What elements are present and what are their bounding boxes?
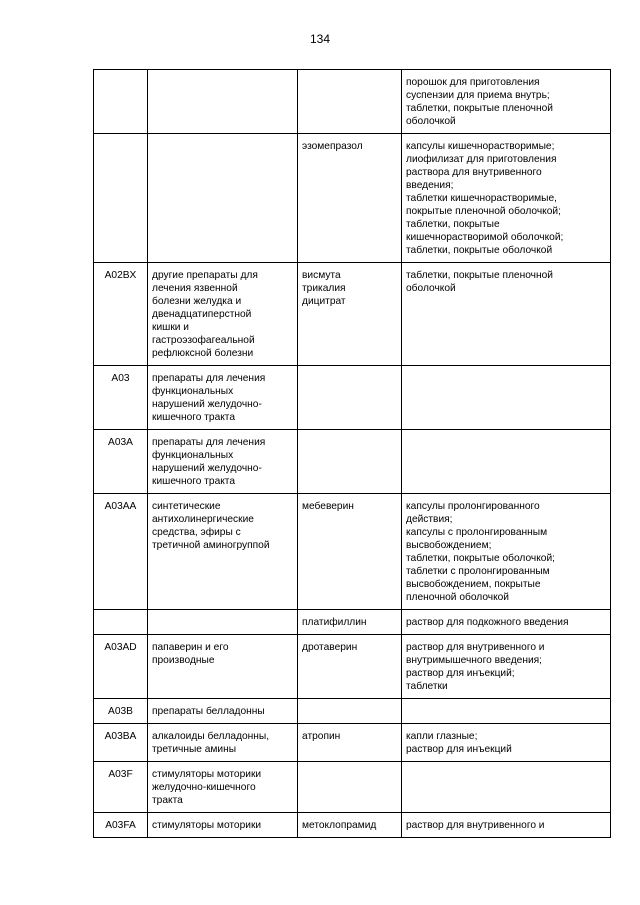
drug-name-cell <box>298 366 402 430</box>
atc-group-cell <box>148 610 298 635</box>
drug-name-cell <box>298 699 402 724</box>
atc-code-cell <box>94 70 148 134</box>
table-row <box>94 263 611 366</box>
dosage-forms-line: введения; <box>406 180 454 191</box>
dosage-forms-line: оболочкой <box>406 116 456 127</box>
atc-group-cell <box>148 762 298 813</box>
dosage-forms-cell <box>402 813 611 838</box>
dosage-forms-line: суспензии для приема внутрь; <box>406 90 550 101</box>
atc-group-line: гастроэзофагеальной <box>152 335 255 346</box>
atc-group-line: третичной аминогруппой <box>152 540 270 551</box>
table-row <box>94 699 611 724</box>
drug-name-line: атропин <box>302 731 341 742</box>
dosage-forms-line: раствор для подкожного введения <box>406 617 569 628</box>
atc-group-line: кишки и <box>152 322 189 333</box>
dosage-forms-line: порошок для приготовления <box>406 77 540 88</box>
atc-group-cell <box>148 813 298 838</box>
dosage-forms-line: капли глазные; <box>406 731 478 742</box>
dosage-forms-cell <box>402 263 611 366</box>
atc-group-line: препараты для лечения <box>152 437 266 448</box>
drug-name-cell <box>298 134 402 263</box>
dosage-forms-line: кишечнорастворимой оболочкой; <box>406 232 564 243</box>
atc-group-line: папаверин и его <box>152 642 229 653</box>
dosage-forms-line: таблетки <box>406 681 448 692</box>
drug-name-line: висмута <box>302 270 341 281</box>
table-row <box>94 635 611 699</box>
atc-group-line: препараты белладонны <box>152 706 265 717</box>
dosage-forms-line: капсулы с пролонгированным <box>406 527 548 538</box>
drug-table <box>93 69 611 838</box>
atc-code-cell: A03A <box>94 430 148 494</box>
atc-group-line: нарушений желудочно- <box>152 399 262 410</box>
dosage-forms-cell <box>402 134 611 263</box>
drug-name-line: дицитрат <box>302 296 346 307</box>
drug-name-line: метоклопрамид <box>302 820 377 831</box>
atc-group-line: алкалоиды белладонны, <box>152 731 270 742</box>
dosage-forms-line: таблетки кишечнорастворимые, <box>406 193 557 204</box>
dosage-forms-cell <box>402 494 611 610</box>
dosage-forms-cell <box>402 366 611 430</box>
atc-group-line: антихолинергические <box>152 514 254 525</box>
dosage-forms-line: раствор для внутривенного и <box>406 820 545 831</box>
atc-group-line: функциональных <box>152 386 234 397</box>
atc-group-line: препараты для лечения <box>152 373 266 384</box>
drug-name-cell <box>298 813 402 838</box>
table-row <box>94 762 611 813</box>
atc-group-line: кишечного тракта <box>152 476 236 487</box>
dosage-forms-line: лиофилизат для приготовления <box>406 154 557 165</box>
drug-name-line: платифиллин <box>302 617 367 628</box>
dosage-forms-line: оболочкой <box>406 283 456 294</box>
dosage-forms-line: капсулы кишечнорастворимые; <box>406 141 555 152</box>
drug-name-line: мебеверин <box>302 501 354 512</box>
atc-group-cell <box>148 635 298 699</box>
drug-name-line: трикалия <box>302 283 346 294</box>
dosage-forms-line: таблетки, покрытые пленочной <box>406 270 553 281</box>
atc-code-cell: A03B <box>94 699 148 724</box>
table-row <box>94 430 611 494</box>
dosage-forms-line: покрытые пленочной оболочкой; <box>406 206 561 217</box>
atc-group-cell <box>148 699 298 724</box>
dosage-forms-cell <box>402 610 611 635</box>
dosage-forms-line: внутримышечного введения; <box>406 655 542 666</box>
atc-group-line: болезни желудка и <box>152 296 242 307</box>
table-row <box>94 610 611 635</box>
atc-code-cell: A03BA <box>94 724 148 762</box>
dosage-forms-line: действия; <box>406 514 453 525</box>
dosage-forms-line: таблетки, покрытые <box>406 219 500 230</box>
drug-name-cell <box>298 724 402 762</box>
table-row <box>94 366 611 430</box>
table-body <box>94 70 611 838</box>
dosage-forms-line: высвобождением; <box>406 540 492 551</box>
atc-code-cell <box>94 610 148 635</box>
page-number: 134 <box>309 32 331 46</box>
atc-group-line: производные <box>152 655 215 666</box>
drug-name-cell <box>298 494 402 610</box>
atc-code-cell: A03FA <box>94 813 148 838</box>
dosage-forms-cell <box>402 70 611 134</box>
dosage-forms-line: раствора для внутривенного <box>406 167 542 178</box>
table-row <box>94 134 611 263</box>
dosage-forms-line: высвобождением, покрытые <box>406 579 541 590</box>
atc-group-line: другие препараты для <box>152 270 258 281</box>
atc-group-cell <box>148 724 298 762</box>
atc-group-line: тракта <box>152 795 183 806</box>
atc-group-line: желудочно-кишечного <box>152 782 256 793</box>
dosage-forms-line: таблетки, покрытые оболочкой; <box>406 553 555 564</box>
atc-group-line: двенадцатиперстной <box>152 309 252 320</box>
atc-group-cell <box>148 494 298 610</box>
dosage-forms-cell <box>402 699 611 724</box>
drug-name-cell <box>298 430 402 494</box>
table-row <box>94 724 611 762</box>
dosage-forms-line: раствор для инъекций <box>406 744 512 755</box>
atc-code-cell: A03F <box>94 762 148 813</box>
atc-code-cell: A03AA <box>94 494 148 610</box>
atc-group-cell <box>148 134 298 263</box>
atc-group-line: рефлюксной болезни <box>152 348 254 359</box>
atc-group-line: средства, эфиры с <box>152 527 241 538</box>
atc-code-cell: A03AD <box>94 635 148 699</box>
table-row <box>94 494 611 610</box>
atc-group-line: кишечного тракта <box>152 412 236 423</box>
dosage-forms-line: таблетки с пролонгированным <box>406 566 550 577</box>
atc-group-cell <box>148 263 298 366</box>
dosage-forms-line: пленочной оболочкой <box>406 592 509 603</box>
dosage-forms-line: раствор для инъекций; <box>406 668 515 679</box>
atc-group-line: стимуляторы моторики <box>152 820 262 831</box>
table-row <box>94 813 611 838</box>
atc-group-cell <box>148 430 298 494</box>
drug-name-line: дротаверин <box>302 642 358 653</box>
atc-group-line: стимуляторы моторики <box>152 769 262 780</box>
atc-code-cell: A03 <box>94 366 148 430</box>
atc-group-cell <box>148 70 298 134</box>
dosage-forms-cell <box>402 762 611 813</box>
atc-group-line: синтетические <box>152 501 221 512</box>
drug-name-line: эзомепразол <box>302 141 363 152</box>
drug-name-cell <box>298 635 402 699</box>
dosage-forms-line: таблетки, покрытые пленочной <box>406 103 553 114</box>
drug-name-cell <box>298 610 402 635</box>
drug-name-cell <box>298 263 402 366</box>
atc-group-line: функциональных <box>152 450 234 461</box>
table-row <box>94 70 611 134</box>
atc-group-line: нарушений желудочно- <box>152 463 262 474</box>
dosage-forms-line: капсулы пролонгированного <box>406 501 540 512</box>
atc-code-cell <box>94 134 148 263</box>
dosage-forms-line: раствор для внутривенного и <box>406 642 545 653</box>
atc-code-cell: A02BX <box>94 263 148 366</box>
drug-name-cell <box>298 762 402 813</box>
atc-group-line: лечения язвенной <box>152 283 238 294</box>
dosage-forms-cell <box>402 430 611 494</box>
dosage-forms-cell <box>402 724 611 762</box>
dosage-forms-cell <box>402 635 611 699</box>
dosage-forms-line: таблетки, покрытые оболочкой <box>406 245 553 256</box>
atc-group-cell <box>148 366 298 430</box>
atc-group-line: третичные амины <box>152 744 237 755</box>
drug-name-cell <box>298 70 402 134</box>
